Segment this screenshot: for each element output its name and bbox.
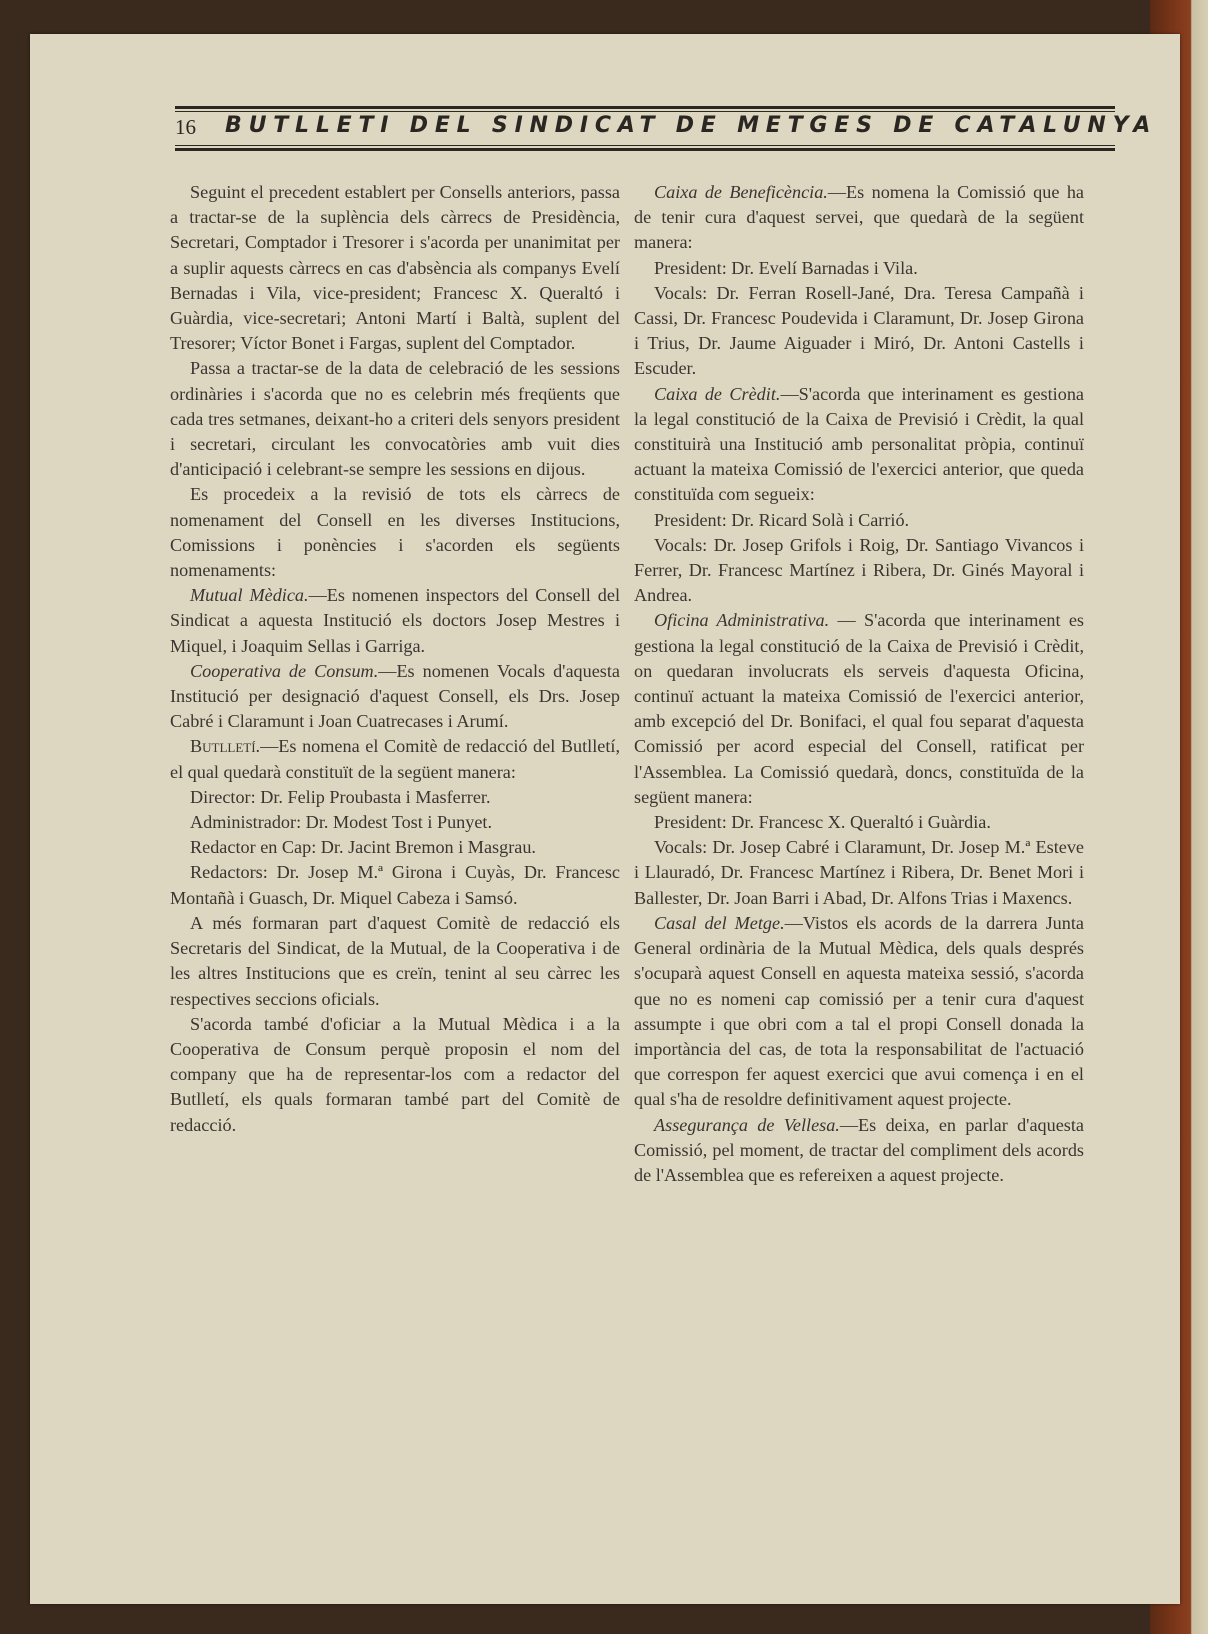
paragraph	[634, 508, 1084, 533]
paragraph	[170, 860, 620, 910]
paragraph-text: A més formaran part d'aquest Comitè de redacció els Secretaris del Sindicat, de la Mutual, de la Cooperativa i de les altres Institucions que es creïn, tenint al seu càrrec les respectives seccions oficials.	[170, 912, 620, 1009]
page-number: 16	[175, 115, 196, 139]
paragraph-text: Administrador: Dr. Modest Tost i Punyet.	[190, 812, 493, 833]
paragraph	[634, 835, 1084, 911]
paragraph-text: President: Dr. Evelí Barnadas i Vila.	[654, 257, 918, 278]
paragraph-text: — S'acorda que interinament es gestiona la legal constitució de la Caixa de Previsió i Crèdit, on quedaran involucrats els serveis d'aquesta Oficina, continuï actuant la mateixa Comissió de l'exercici anterior, amb excepció del Dr. Bonifaci, el qual fou separat d'aquesta Comissió per acord especial del Consell, ratificat per l'Assemblea. La Comissió quedarà, doncs, constituïda de la següent manera:	[634, 610, 1084, 807]
paragraph	[170, 835, 620, 860]
paragraph-text: President: Dr. Francesc X. Queraltó i Guàrdia.	[654, 812, 991, 833]
right-column	[634, 180, 1084, 1188]
paragraph-text: Director: Dr. Felip Proubasta i Masferrer.	[190, 786, 491, 807]
section-heading: Caixa de Beneficència.	[654, 182, 828, 202]
paragraph	[170, 356, 620, 482]
header-rule-top	[175, 106, 1115, 109]
paragraph	[170, 583, 620, 659]
paragraph-text: Seguint el precedent establert per Consells anteriors, passa a tractar-se de la suplència dels càrrecs de Presidència, Secretari, Comptador i Tresorer i s'acorda per unanimitat per a suplir aquests càrrecs en cas d'absència als companys Evelí Bernadas i Vila, vice-president; Francesc X. Queraltó i Guàrdia, vice-secretari; Antoni Martí i Baltà, suplent del Tresorer; Víctor Bonet i Fargas, suplent del Comptador.	[170, 182, 620, 354]
paragraph	[170, 180, 620, 356]
paragraph	[170, 482, 620, 583]
paragraph-text: —Es nomenen Vocals d'aquesta Institució per designació d'aquest Consell, els Drs. Josep Cabré i Claramunt i Joan Cuatrecases i Arumí.	[170, 660, 620, 732]
paragraph-text: —Vistos els acords de la darrera Junta General ordinària de la Mutual Mèdica, dels quals després s'ocuparà aquest Consell en aquesta mateixa sessió, s'acorda que no es nomeni cap comissió per a tenir cura d'aquest assumpte i que obri com a tal el propi Consell donada la importància del cas, de tota la responsabilitat de l'actuació que correspon fer aquest exercici que avui comença i en el qual s'ha de resoldre definitivament aquest projecte.	[634, 912, 1084, 1110]
paragraph	[634, 180, 1084, 256]
paragraph	[634, 608, 1084, 810]
paragraph-text: Redactors: Dr. Josep M.ª Girona i Cuyàs, Dr. Francesc Montañà i Guasch, Dr. Miquel Cabeza i Samsó.	[170, 862, 620, 908]
paragraph-text: —Es deixa, en parlar d'aquesta Comissió, pel moment, de tractar del compliment dels acords de l'Assemblea que es refereixen a aquest projecte.	[634, 1114, 1084, 1185]
paragraph	[170, 734, 620, 784]
paragraph-text: —S'acorda que interinament es gestiona la legal constitució de la Caixa de Previsió i Crèdit, la qual constituirà una Institució amb personalitat pròpia, continuï actuant la mateixa Comissió de l'exercici anterior, que queda constituïda com segueix:	[634, 383, 1084, 505]
paragraph	[634, 533, 1084, 609]
page	[30, 34, 1180, 1604]
section-heading: Caixa de Crèdit.	[654, 383, 781, 404]
paragraph	[634, 281, 1084, 382]
section-heading: Casal del Metge.	[654, 912, 785, 933]
paragraph-text: Vocals: Dr. Ferran Rosell-Jané, Dra. Teresa Campañà i Cassi, Dr. Francesc Poudevida i Claramunt, Dr. Josep Girona i Trius, Dr. Jaume Aiguader i Miró, Dr. Antoni Castells i Escuder.	[634, 282, 1084, 379]
paragraph-text: —Es nomena la Comissió que ha de tenir cura d'aquest servei, que quedarà de la següent manera:	[634, 182, 1084, 253]
section-heading: Butlletí.	[190, 736, 261, 757]
paragraph-text: Es procedeix a la revisió de tots els càrrecs de nomenament del Consell en les diverses Institucions, Comissions i ponències i s'acorden els següents nomenaments:	[170, 484, 620, 581]
header-rule-bottom	[175, 148, 1115, 151]
left-column	[170, 180, 620, 1138]
paragraph	[634, 911, 1084, 1113]
paragraph	[634, 810, 1084, 835]
paragraph-text: —Es nomenen inspectors del Consell del Sindicat a aquesta Institució els doctors Josep Mestres i Miquel, i Joaquim Sellas i Garriga.	[170, 585, 620, 656]
section-heading: Mutual Mèdica.	[190, 585, 309, 606]
paragraph-text: Redactor en Cap: Dr. Jacint Bremon i Masgrau.	[190, 837, 536, 858]
running-title: BUTLLETI DEL SINDICAT DE METGES DE CATALUNYA	[225, 113, 1158, 138]
section-heading: Oficina Administrativa.	[654, 610, 830, 631]
paragraph-text: Passa a tractar-se de la data de celebració de les sessions ordinàries i s'acorda que no es celebrin més freqüents que cada tres setmanes, deixant-ho a criteri dels senyors president i secretari, circulant les convocatòries amb vuit dies d'anticipació i celebrant-se sempre les sessions en dijous.	[170, 358, 620, 480]
section-heading: Cooperativa de Consum.	[190, 660, 379, 681]
paragraph	[634, 382, 1084, 508]
paragraph-text: Vocals: Dr. Josep Grifols i Roig, Dr. Santiago Vivancos i Ferrer, Dr. Francesc Martínez i Ribera, Dr. Ginés Mayoral i Andrea.	[634, 534, 1084, 606]
section-heading: Assegurança de Vellesa.	[654, 1114, 840, 1135]
header-rule-bottom-thin	[175, 145, 1115, 146]
paragraph	[170, 659, 620, 735]
paragraph	[170, 1012, 620, 1138]
paragraph	[634, 256, 1084, 281]
paragraph	[170, 785, 620, 810]
paragraph	[170, 911, 620, 1012]
paragraph-text: President: Dr. Ricard Solà i Carrió.	[654, 509, 910, 530]
page-header	[175, 104, 1158, 154]
header-rule-top-thin	[175, 111, 1115, 112]
paragraph	[170, 810, 620, 835]
paragraph-text: —Es nomena el Comitè de redacció del Butlletí, el qual quedarà constituït de la següent manera:	[170, 736, 620, 782]
paragraph	[634, 1113, 1084, 1189]
paragraph-text: Vocals: Dr. Josep Cabré i Claramunt, Dr. Josep M.ª Esteve i Llauradó, Dr. Francesc Martínez i Ribera, Dr. Benet Mori i Ballester, Dr. Joan Barri i Abad, Dr. Alfons Trias i Maxencs.	[634, 837, 1084, 908]
paragraph-text: S'acorda també d'oficiar a la Mutual Mèdica i a la Cooperativa de Consum perquè proposin el nom del company que ha de representar-los com a redactor del Butlletí, els quals formaran també part del Comitè de redacció.	[170, 1013, 620, 1135]
